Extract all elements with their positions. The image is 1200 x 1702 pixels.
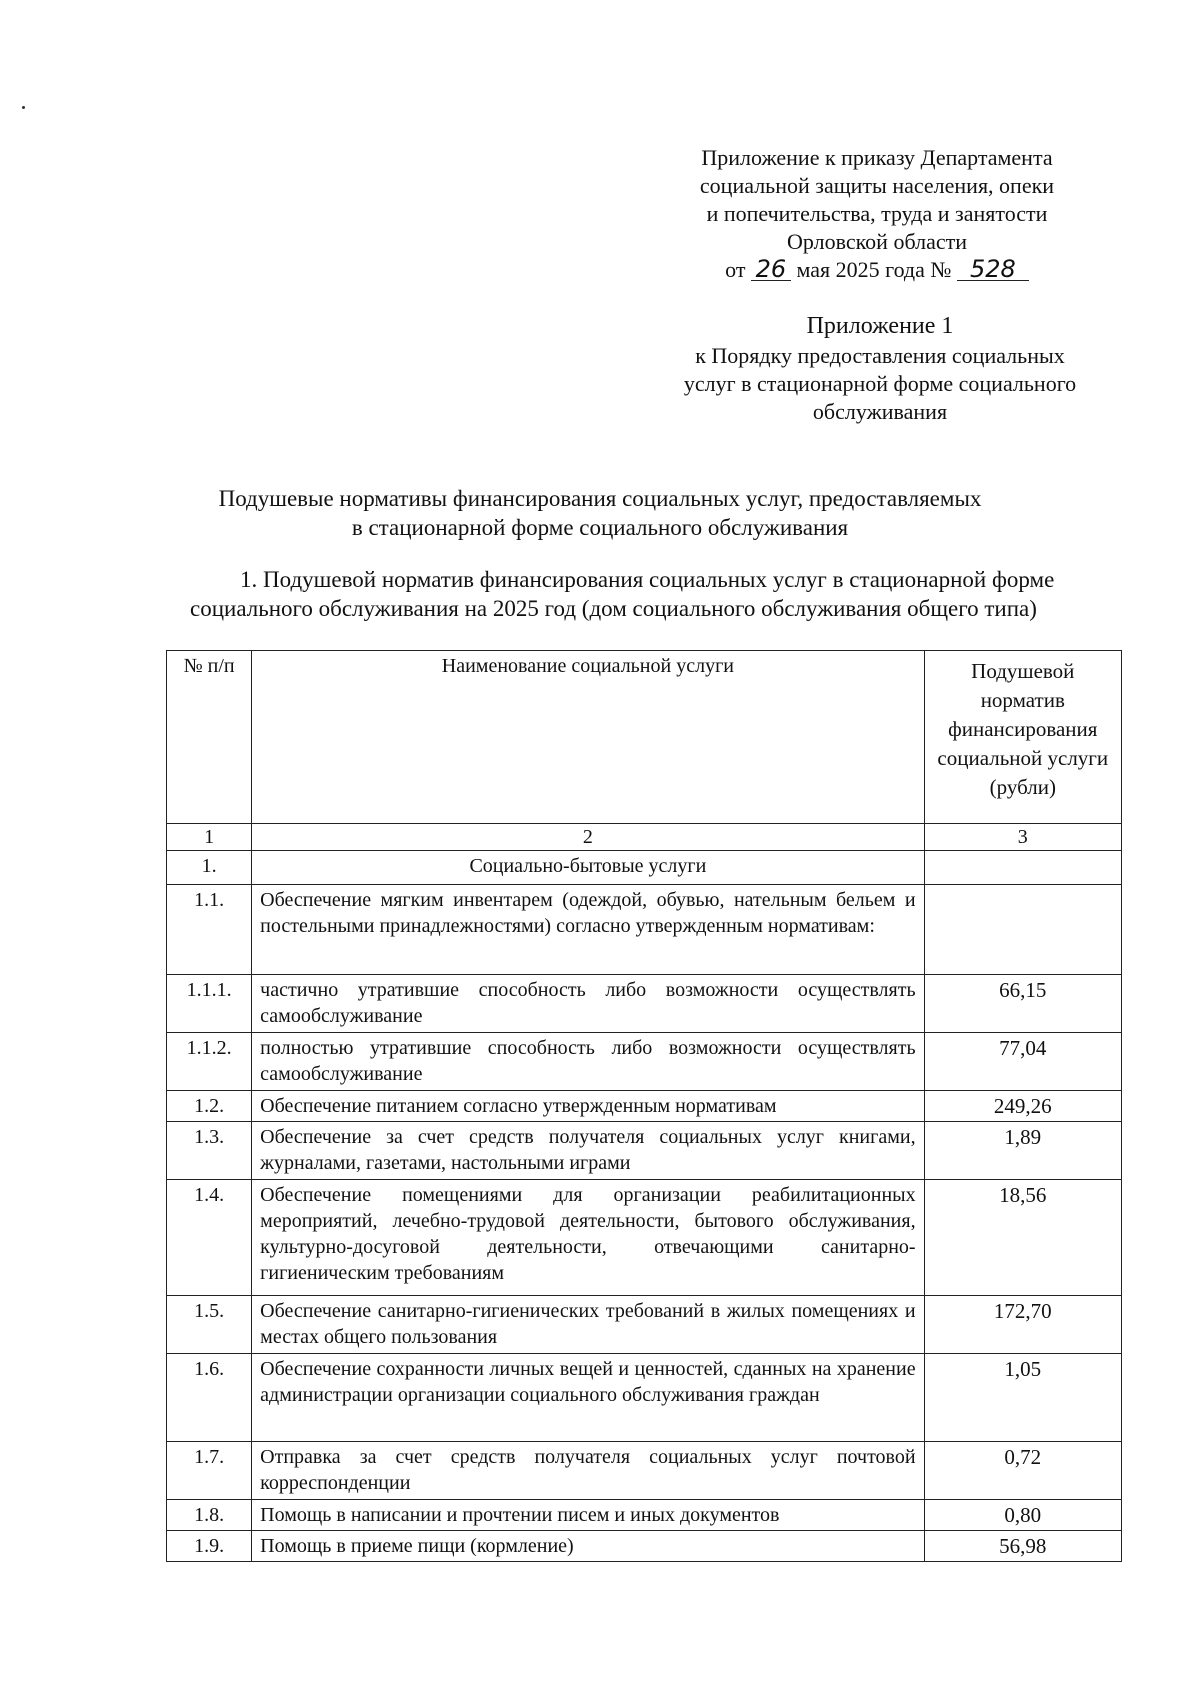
row-name: Обеспечение за счет средств получателя социальных услуг книгами, журналами, газетами, настольными играми [252,1122,924,1180]
order-appendix-block [652,144,1102,284]
order-appendix-line: и попечительства, труда и занятости [706,201,1048,226]
handwritten-order-number: 528 [957,258,1029,281]
row-value: 77,04 [924,1033,1121,1091]
table-row [167,1122,1122,1180]
document-title-line: Подушевые нормативы финансирования социальных услуг, предоставляемых [218,486,982,511]
row-num: 1.1. [167,885,252,975]
row-name: Обеспечение помещениями для организации реабилитационных мероприятий, лечебно-трудовой деятельности, бытового обслуживания, культурно-досуговой деятельности, отвечающими санитарно-гигиеническим требованиям [252,1180,924,1296]
table-row [167,1033,1122,1091]
row-num: 1.5. [167,1296,252,1354]
row-value: 0,80 [924,1500,1121,1531]
document-title-line: в стационарной форме социального обслуживания [351,515,849,540]
order-date-line [652,256,1102,284]
table-row [167,885,1122,975]
row-name: Обеспечение мягким инвентарем (одеждой, обувью, нательным бельем и постельными принадлежностями) согласно утвержденным нормативам: [252,885,924,975]
scan-speck [22,106,25,109]
row-value: 0,72 [924,1442,1121,1500]
section-1-heading-line: 1. Подушевой норматив финансирования социальных услуг в стационарной форме [240,567,1055,592]
order-appendix-line: Орловской области [787,229,967,254]
table-row [167,851,1122,885]
row-name: Обеспечение санитарно-гигиенических требований в жилых помещениях и местах общего пользования [252,1296,924,1354]
section-1-heading-line: социального обслуживания на 2025 год (дом социального обслуживания общего типа) [190,596,1037,621]
row-name: Отправка за счет средств получателя социальных услуг почтовой корреспонденции [252,1442,924,1500]
appendix-1-line: к Порядку предоставления социальных [695,343,1065,368]
order-appendix-line: Приложение к приказу Департамента [701,145,1053,170]
row-value: 18,56 [924,1180,1121,1296]
table-row [167,1354,1122,1442]
row-num: 1. [167,851,252,885]
column-number: 2 [252,824,924,851]
row-name: полностью утратившие способность либо возможности осуществлять самообслуживание [252,1033,924,1091]
table-header-row [167,651,1122,824]
row-value: 1,89 [924,1122,1121,1180]
document-title [150,484,1050,542]
table-row [167,1091,1122,1122]
appendix-1-line: обслуживания [812,399,948,424]
header-num: № п/п [167,651,252,824]
row-value: 249,26 [924,1091,1121,1122]
appendix-1-block [660,312,1100,426]
row-value: 1,05 [924,1354,1121,1442]
table-row [167,1180,1122,1296]
row-value: 172,70 [924,1296,1121,1354]
header-value: Подушевой норматив финансирования социальной услуги (рубли) [924,651,1121,824]
row-name: Помощь в написании и прочтении писем и иных документов [252,1500,924,1531]
row-num: 1.9. [167,1531,252,1562]
table-row [167,1296,1122,1354]
section-1-heading [190,565,1110,623]
column-number: 1 [167,824,252,851]
date-prefix: от [725,257,746,282]
appendix-1-title: Приложение 1 [806,313,954,339]
row-num: 1.1.1. [167,975,252,1033]
column-number: 3 [924,824,1121,851]
row-value [924,885,1121,975]
row-value: 56,98 [924,1531,1121,1562]
handwritten-day: 26 [751,258,791,281]
row-num: 1.6. [167,1354,252,1442]
header-name: Наименование социальной услуги [252,651,924,824]
row-name: Помощь в приеме пищи (кормление) [252,1531,924,1562]
norms-table [166,650,1122,1562]
row-value: 66,15 [924,975,1121,1033]
row-num: 1.1.2. [167,1033,252,1091]
row-num: 1.2. [167,1091,252,1122]
row-name: Обеспечение сохранности личных вещей и ценностей, сданных на хранение администрации организации социального обслуживания граждан [252,1354,924,1442]
date-rest: мая 2025 года № [796,257,952,282]
table-row [167,975,1122,1033]
row-value [924,851,1121,885]
column-number-row [167,824,1122,851]
table-row [167,1531,1122,1562]
order-appendix-line: социальной защиты населения, опеки [699,173,1055,198]
row-num: 1.4. [167,1180,252,1296]
row-num: 1.7. [167,1442,252,1500]
table-row [167,1500,1122,1531]
row-name: Социально-бытовые услуги [252,851,924,885]
row-name: Обеспечение питанием согласно утвержденным нормативам [252,1091,924,1122]
table-row [167,1442,1122,1500]
row-name: частично утратившие способность либо возможности осуществлять самообслуживание [252,975,924,1033]
row-num: 1.8. [167,1500,252,1531]
appendix-1-line: услуг в стационарной форме социального [683,371,1077,396]
row-num: 1.3. [167,1122,252,1180]
